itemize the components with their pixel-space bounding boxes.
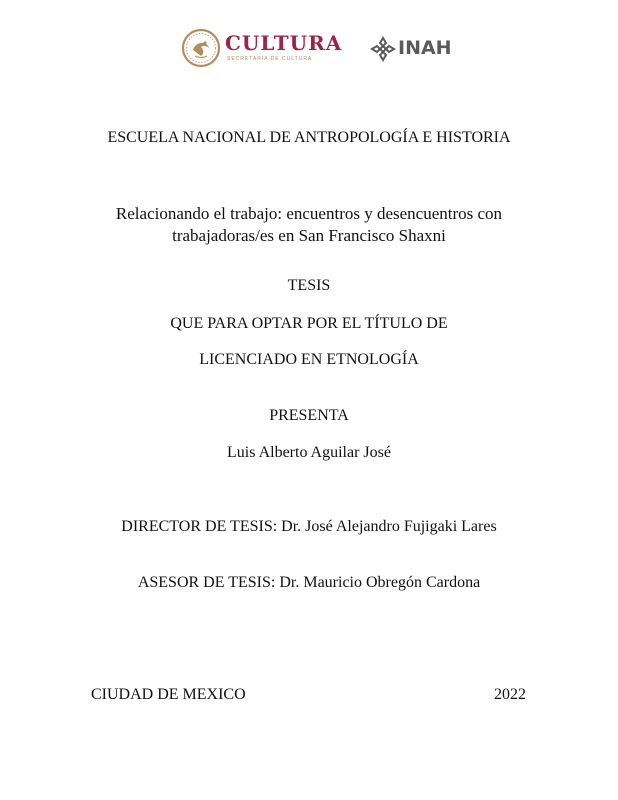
cultura-logo	[181, 28, 346, 70]
thesis-title-line-1: Relacionando el trabajo: encuentros y desencuentros con	[115, 204, 503, 223]
cultura-eagle-emblem-icon	[181, 28, 221, 68]
presents-label: PRESENTA	[269, 407, 349, 424]
inah-emblem-icon	[370, 36, 396, 62]
thesis-advisor: ASESOR DE TESIS: Dr. Mauricio Obregón Cardona	[137, 574, 481, 591]
degree-purpose-line-2: LICENCIADO EN ETNOLOGÍA	[199, 351, 419, 368]
cultura-wordmark: CULTURA	[225, 31, 343, 55]
city-label: CIUDAD DE MEXICO	[91, 686, 246, 703]
cultura-subtitle: SECRETARÍA DE CULTURA	[227, 56, 313, 62]
year-label: 2022	[494, 686, 526, 703]
thesis-title-line-2: trabajadoras/es en San Francisco Shaxni	[172, 226, 446, 245]
inah-logo	[370, 36, 454, 62]
thesis-director: DIRECTOR DE TESIS: Dr. José Alejandro Fujigaki Lares	[121, 518, 497, 535]
author-name: Luis Alberto Aguilar José	[227, 444, 391, 461]
inah-wordmark: INAH	[398, 37, 452, 59]
degree-purpose-line-1: QUE PARA OPTAR POR EL TÍTULO DE	[170, 315, 448, 332]
school-name: ESCUELA NACIONAL DE ANTROPOLOGÍA E HISTORIA	[107, 129, 511, 146]
thesis-type: TESIS	[287, 277, 331, 294]
header-logos	[0, 28, 618, 70]
